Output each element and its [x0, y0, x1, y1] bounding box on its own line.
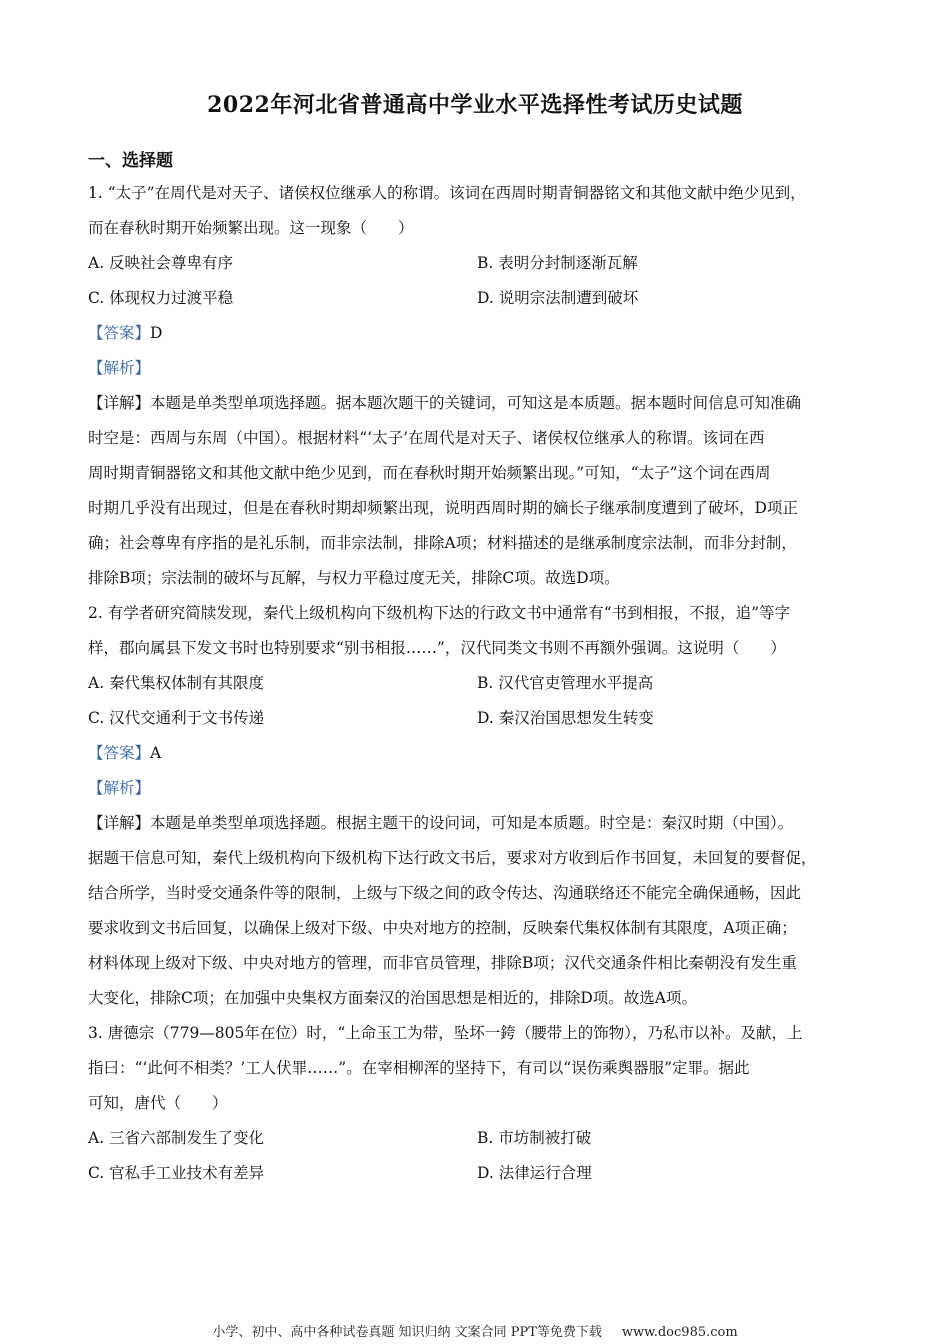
page-title: 2022年河北省普通高中学业水平选择性考试历史试题	[207, 92, 743, 118]
options-row	[88, 1121, 866, 1156]
question-stem-line: 指曰：“‘此何不相类？’工人伏罪……”。在宰相柳浑的坚持下，有司以“误伤乘舆器服”定罪。据此	[88, 1059, 750, 1077]
answer-tag: 【答案】	[88, 744, 151, 762]
options-row	[88, 281, 866, 316]
detail-line: 时期几乎没有出现过，但是在春秋时期却频繁出现，说明西周时期的嫡长子继承制度遭到了破坏，D项正	[88, 499, 798, 517]
question-stem-line: 可知，唐代（ ）	[88, 1094, 228, 1112]
answer-line	[88, 736, 866, 771]
question-stem-line: 3. 唐德宗（779—805年在位）时，“上命玉工为带，坠坏一銙（腰带上的饰物），乃私市以补。及献，上	[88, 1024, 803, 1042]
question-stem-line: 1. “太子”在周代是对天子、诸侯权位继承人的称谓。该词在西周时期青铜器铭文和其他文献中绝少见到，	[88, 184, 806, 202]
answer-value: D	[150, 324, 163, 342]
answer-tag: 【答案】	[88, 324, 151, 342]
analysis-tag: 【解析】	[88, 359, 151, 377]
option-d: D. 说明宗法制遭到破坏	[477, 289, 639, 307]
question-1	[88, 176, 866, 596]
detail-line: 周时期青铜器铭文和其他文献中绝少见到，而在春秋时期开始频繁出现。”可知，“太子”这个词在西周	[88, 464, 771, 482]
option-c: C. 汉代交通利于文书传递	[88, 709, 265, 727]
detail-line: 时空是：西周与东周（中国）。根据材料“‘太子’在周代是对天子、诸侯权位继承人的称谓。该词在西	[88, 429, 765, 447]
section-heading: 一、选择题	[88, 151, 173, 171]
option-a: A. 秦代集权体制有其限度	[88, 674, 265, 692]
option-a: A. 三省六部制发生了变化	[88, 1129, 265, 1147]
footer-url[interactable]: www.doc985.com	[621, 1325, 738, 1340]
page-footer	[0, 1321, 950, 1340]
option-d: D. 秦汉治国思想发生转变	[477, 709, 654, 727]
option-c: C. 体现权力过渡平稳	[88, 289, 234, 307]
detail-line: 材料体现上级对下级、中央对地方的管理，而非官员管理，排除B项；汉代交通条件相比秦朝没有发生重	[88, 954, 797, 972]
detail-line: 据题干信息可知，秦代上级机构向下级机构下达行政文书后，要求对方收到后作书回复，未回复的要督促，	[88, 849, 817, 867]
detail-line: 确；社会尊卑有序指的是礼乐制，而非宗法制，排除A项；材料描述的是继承制度宗法制，而非分封制，	[88, 534, 797, 552]
option-d: D. 法律运行合理	[477, 1164, 592, 1182]
options-row	[88, 701, 866, 736]
question-3	[88, 1016, 866, 1191]
options-row	[88, 666, 866, 701]
detail-line: 要求收到文书后回复，以确保上级对下级、中央对地方的控制，反映秦代集权体制有其限度，A项正确；	[88, 919, 797, 937]
options-row	[88, 246, 866, 281]
option-c: C. 官私手工业技术有差异	[88, 1164, 265, 1182]
option-b: B. 表明分封制逐渐瓦解	[477, 254, 638, 272]
option-b: B. 汉代官吏管理水平提高	[477, 674, 654, 692]
detail-line: 【详解】本题是单类型单项选择题。据本题次题干的关键词，可知这是本质题。据本题时间信息可知准确	[88, 394, 802, 412]
question-2	[88, 596, 866, 1016]
options-row	[88, 1156, 866, 1191]
detail-line: 【详解】本题是单类型单项选择题。根据主题干的设问词，可知是本质题。时空是：秦汉时期（中国）。	[88, 814, 794, 832]
question-content	[88, 176, 866, 1191]
question-stem-line: 2. 有学者研究简牍发现，秦代上级机构向下级机构下达的行政文书中通常有“书到相报，不报，追”等字	[88, 604, 791, 622]
option-a: A. 反映社会尊卑有序	[88, 254, 234, 272]
answer-line	[88, 316, 866, 351]
detail-line: 大变化，排除C项；在加强中央集权方面秦汉的治国思想是相近的，排除D项。故选A项。	[88, 989, 697, 1007]
detail-line: 排除B项；宗法制的破坏与瓦解，与权力平稳过度无关，排除C项。故选D项。	[88, 569, 620, 587]
footer-text: 小学、初中、高中各种试卷真题 知识归纳 文案合同 PPT等免费下载	[212, 1325, 602, 1340]
question-stem-line: 样，郡向属县下发文书时也特别要求“别书相报……”，汉代同类文书则不再额外强调。这说明（ ）	[88, 639, 786, 657]
analysis-tag: 【解析】	[88, 779, 151, 797]
detail-line: 结合所学，当时受交通条件等的限制，上级与下级之间的政令传达、沟通联络还不能完全确保通畅，因此	[88, 884, 802, 902]
question-stem-line: 而在春秋时期开始频繁出现。这一现象（ ）	[88, 219, 414, 237]
answer-value: A	[150, 744, 162, 762]
option-b: B. 市坊制被打破	[477, 1129, 592, 1147]
